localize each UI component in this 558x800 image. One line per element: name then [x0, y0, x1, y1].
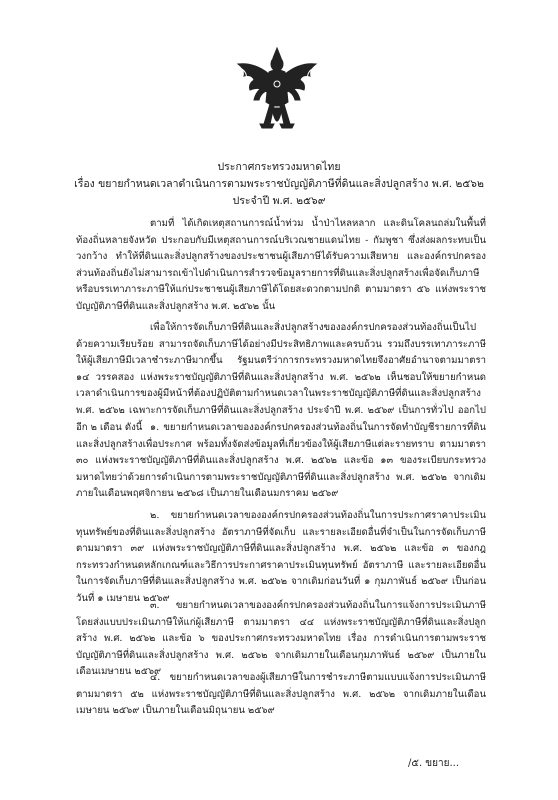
garuda-emblem-icon	[234, 44, 320, 140]
page-continuation: /๕. ขยาย...	[408, 758, 460, 769]
issuing-authority: ประกาศกระทรวงมหาดไทย	[217, 161, 341, 173]
clause-3: ๓. ขยายกำหนดเวลาขององค์กรปกครองส่วนท้องถิ่นในการแจ้งการประเมินภาษี โดยส่งแบบประเมินภาษีให้แก่ผู้เสียภาษี ตามมาตรา ๔๔ แห่งพระราชบัญญัติภาษีที่ดินและสิ่งปลูกสร้าง พ.ศ. ๒๕๖๒ และข้อ ๖ ของประกาศกระทรวงมหาดไทย เรื่อง การดำเนินการตามพระราชบัญญัติภาษีที่ดินและสิ่งปลูกสร้าง พ.ศ. ๒๕๖๒ จากเดิมภายในเดือนกุมภาพันธ์ ๒๕๖๙ เป็นภายในเดือนเมษายน ๒๕๖๙	[76, 600, 486, 678]
clause-1: ๑. ขยายกำหนดเวลาขององค์กรปกครองส่วนท้องถิ่นในการจัดทำบัญชีรายการที่ดินและสิ่งปลูกสร้างเพื่อประกาศ พร้อมทั้งจัดส่งข้อมูลที่เกี่ยวข้องให้ผู้เสียภาษีแต่ละรายทราบ ตามมาตรา ๓๐ แห่งพระราชบัญญัติภาษีที่ดินและสิ่งปลูกสร้าง พ.ศ. ๒๕๖๒ และข้อ ๑๓ ของระเบียบกระทรวงมหาดไทยว่าด้วยการดำเนินการตามพระราชบัญญัติภาษีที่ดินและสิ่งปลูกสร้าง พ.ศ. ๒๕๖๒ จากเดิมภายในเดือนพฤศจิกายน ๒๕๖๘ เป็นภายในเดือนมกราคม ๒๕๖๙	[76, 422, 486, 500]
document-year: ประจำปี พ.ศ. ๒๕๖๙	[232, 195, 326, 207]
intro-paragraph: ตามที่ ได้เกิดเหตุสถานการณ์น้ำท่วม น้ำป่าไหลหลาก และดินโคลนถล่มในพื้นที่ท้องถิ่นหลายจังหวัด ประกอบกับมีเหตุสถานการณ์บริเวณชายแดนไทย - กัมพูชา ซึ่งส่งผลกระทบเป็นวงกว้าง ทำให้ที่ดินและสิ่งปลูกสร้างของประชาชนผู้เสียภาษีได้รับความเสียหาย และองค์กรปกครองส่วนท้องถิ่นยังไม่สามารถเข้าไปดำเนินการสำรวจข้อมูลรายการที่ดินและสิ่งปลูกสร้างเพื่อจัดเก็บภาษีหรือบรรเทาภาระภาษีให้แก่ประชาชนผู้เสียภาษีได้โดยสะดวกตามปกติ ตามมาตรา ๕๖ แห่งพระราชบัญญัติภาษีที่ดินและสิ่งปลูกสร้าง พ.ศ. ๒๕๖๒ นั้น	[76, 218, 486, 312]
clause-2: ๒. ขยายกำหนดเวลาขององค์กรปกครองส่วนท้องถิ่นในการประกาศราคาประเมินทุนทรัพย์ของที่ดินและสิ่งปลูกสร้าง อัตราภาษีที่จัดเก็บ และรายละเอียดอื่นที่จำเป็นในการจัดเก็บภาษี ตามมาตรา ๓๙ แห่งพระราชบัญญัติภาษีที่ดินและสิ่งปลูกสร้าง พ.ศ. ๒๕๖๒ และข้อ ๓ ของกฎกระทรวงกำหนดหลักเกณฑ์และวิธีการประกาศราคาประเมินทุนทรัพย์ อัตราภาษี และรายละเอียดอื่นในการจัดเก็บภาษีที่ดินและสิ่งปลูกสร้าง พ.ศ. ๒๕๖๒ จากเดิมก่อนวันที่ ๑ กุมภาพันธ์ ๒๕๖๙ เป็นก่อนวันที่ ๑ เมษายน ๒๕๖๙	[76, 510, 486, 604]
document-subject: เรื่อง ขยายกำหนดเวลาดำเนินการตามพระราชบัญญัติภาษีที่ดินและสิ่งปลูกสร้าง พ.ศ. ๒๕๖๒	[74, 178, 484, 190]
clause-4: ๔. ขยายกำหนดเวลาของผู้เสียภาษีในการชำระภาษีตามแบบแจ้งการประเมินภาษี ตามมาตรา ๕๒ แห่งพระราชบัญญัติภาษีที่ดินและสิ่งปลูกสร้าง พ.ศ. ๒๕๖๒ จากเดิมภายในเดือนเมษายน ๒๕๖๙ เป็นภายในเดือนมิถุนายน ๒๕๖๙	[76, 672, 487, 717]
purpose-paragraph: เพื่อให้การจัดเก็บภาษีที่ดินและสิ่งปลูกสร้างขององค์กรปกครองส่วนท้องถิ่นเป็นไปด้วยความเรียบร้อย สามารถจัดเก็บภาษีได้อย่างมีประสิทธิภาพและครบถ้วน รวมถึงบรรเทาภาระภาษีให้ผู้เสียภาษีมีเวลาชำระภาษีมากขึ้น รัฐมนตรีว่าการกระทรวงมหาดไทยจึงอาศัยอำนาจตามมาตรา ๑๔ วรรคสอง แห่งพระราชบัญญัติภาษีที่ดินและสิ่งปลูกสร้าง พ.ศ. ๒๕๖๒ เห็นชอบให้ขยายกำหนดเวลาดำเนินการของผู้มีหน้าที่ต้องปฏิบัติตามกำหนดเวลาในพระราชบัญญัติภาษีที่ดินและสิ่งปลูกสร้าง พ.ศ. ๒๕๖๒ เฉพาะการจัดเก็บภาษีที่ดินและสิ่งปลูกสร้าง ประจำปี พ.ศ. ๒๕๖๙ เป็นการทั่วไป ออกไปอีก ๒ เดือน ดังนี้	[76, 322, 486, 433]
